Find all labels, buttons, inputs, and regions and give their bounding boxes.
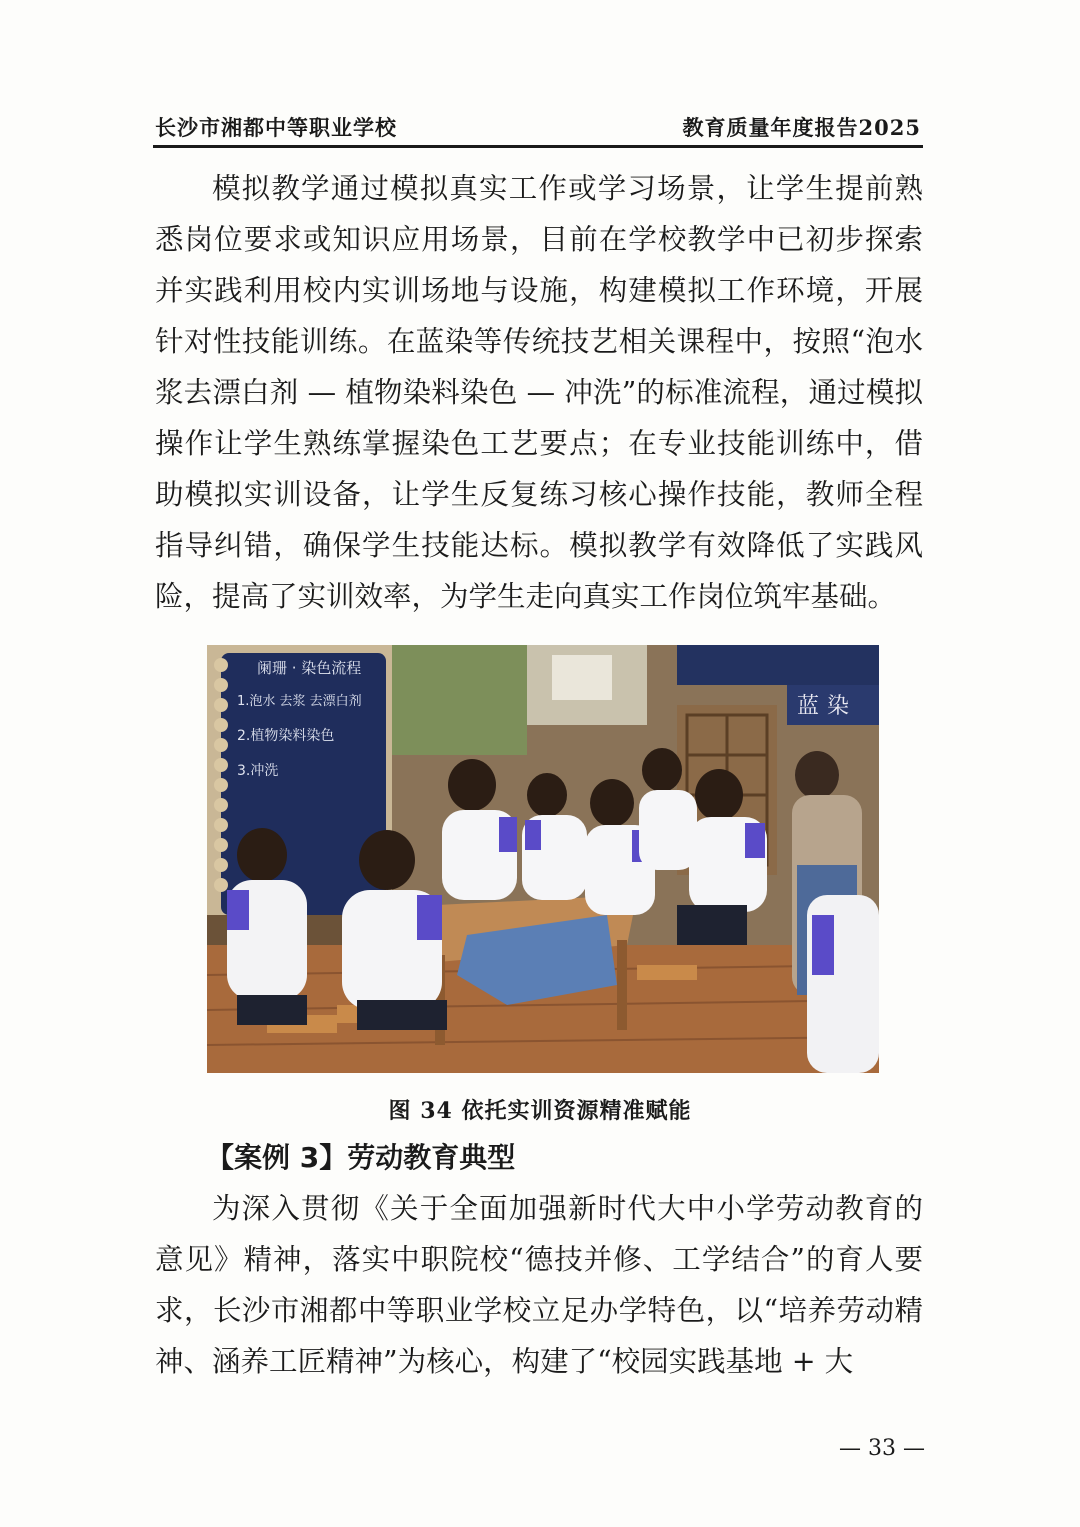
paragraph-labor-education: 为深入贯彻《关于全面加强新时代大中小学劳动教育的意见》精神，落实中职院校“德技并修、工学结合”的育人要求，长沙市湘都中等职业学校立足办学特色，以“培养劳动精神、涵养工匠精神”为核心，构建了“校园实践基地 + 大 [155, 1192, 923, 1378]
classroom-photo [207, 645, 879, 1073]
header-rule [153, 145, 923, 148]
figure-caption: 图 34 依托实训资源精准赋能 [388, 1098, 692, 1124]
banner-char-1: 蓝 [797, 694, 820, 719]
page-header [153, 108, 923, 148]
board-step-1: 1.泡水 去浆 去漂白剂 [237, 694, 362, 709]
case-heading: 【案例 3】劳动教育典型 [206, 1141, 516, 1174]
banner-char-2: 染 [827, 694, 850, 719]
school-name: 长沙市湘都中等职业学校 [155, 115, 397, 140]
board-step-2: 2.植物染料染色 [237, 728, 335, 744]
paragraph-simulation-teaching: 模拟教学通过模拟真实工作或学习场景，让学生提前熟悉岗位要求或知识应用场景，目前在学校教学中已初步探索并实践利用校内实训场地与设施，构建模拟工作环境，开展针对性技能训练。在蓝染等传统技艺相关课程中，按照“泡水浆去漂白剂 — 植物染料染色 — 冲洗”的标准流程，通过模拟操作让学生熟练掌握染色工艺要点；在专业技能训练中，借助模拟实训设备，让学生反复练习核心操作技能，教师全程指导纠错，确保学生技能达标。模拟教学有效降低了实践风险，提高了实训效率，为学生走向真实工作岗位筑牢基础。 [155, 172, 923, 613]
board-title: 阑珊 · 染色流程 [257, 659, 362, 677]
report-title: 教育质量年度报告2025 [682, 115, 921, 140]
board-step-3: 3.冲洗 [237, 763, 279, 779]
page-number: — 33 — [839, 1436, 925, 1461]
